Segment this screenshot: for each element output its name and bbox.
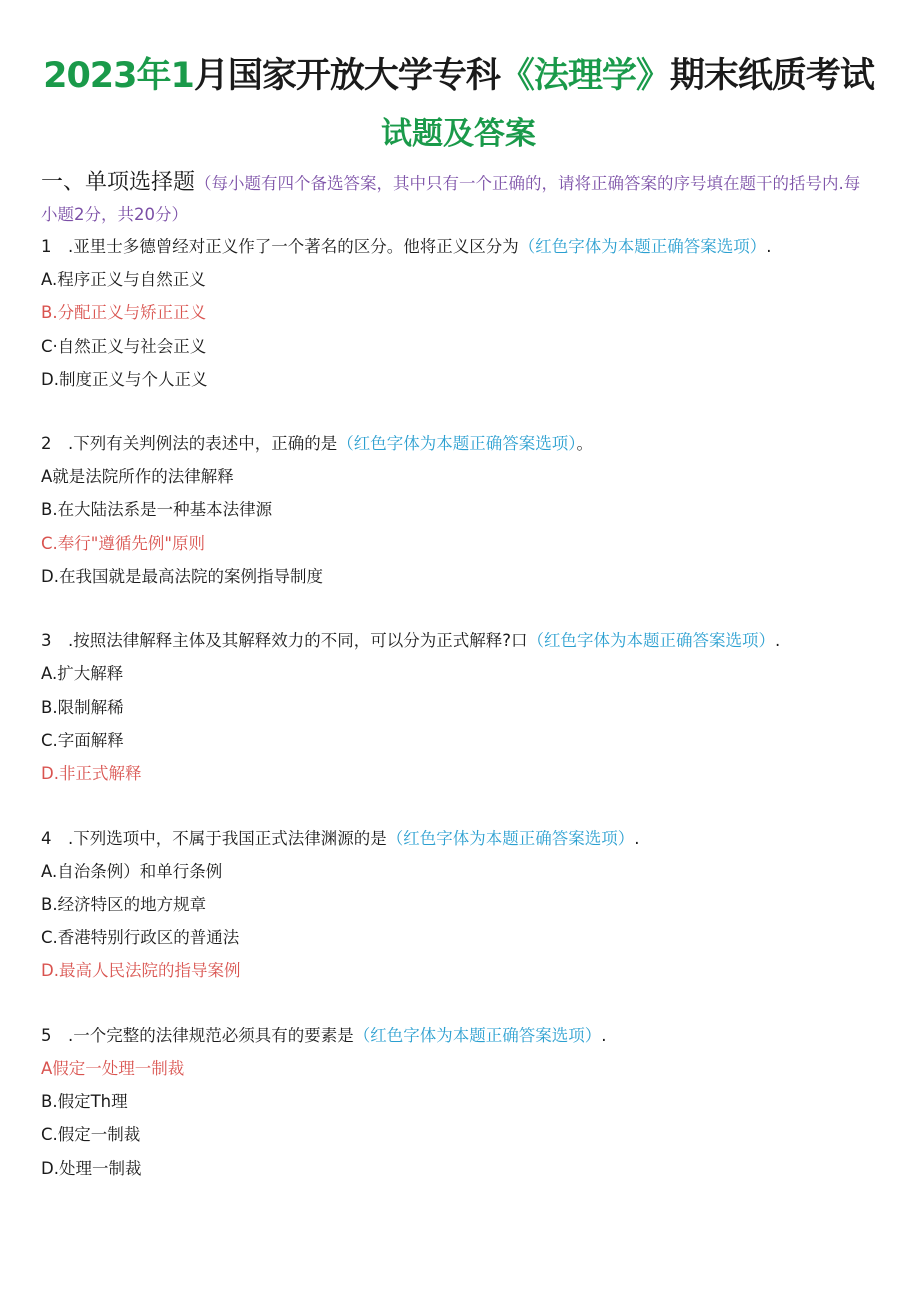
question-text: 5 .一个完整的法律规范必须具有的要素是: [41, 1025, 354, 1045]
question-3: [41, 624, 876, 790]
question-5: [41, 1019, 876, 1185]
question-end-punctuation: .: [775, 631, 781, 651]
title-institution: 月国家开放大学专科: [193, 56, 500, 96]
question-list: [41, 230, 876, 1185]
question-text: 3 .按照法律解释主体及其解释效力的不同，可以分为正式解释?口: [41, 631, 528, 651]
option: A.程序正义与自然正义: [41, 270, 206, 289]
option: B.限制解稀: [41, 697, 124, 717]
question-spacer: [41, 791, 876, 822]
option-correct: C.奉行"遵循先例"原则: [41, 533, 205, 553]
question-end-punctuation: .: [601, 1025, 607, 1045]
answer-hint: （红色字体为本题正确答案选项）: [527, 631, 776, 651]
option-correct: D.最高人民法院的指导案例: [41, 961, 241, 981]
question-stem: [41, 822, 876, 855]
option: D.处理一制裁: [41, 1158, 142, 1178]
answer-hint: （红色字体为本题正确答案选项）: [337, 434, 577, 454]
section-instruction: （每小题有四个备选答案，其中只有一个正确的，请将正确答案的序号填在题干的括号内.每小题2分，共20分）: [41, 174, 861, 224]
question-stem: [41, 624, 876, 657]
option-correct: B.分配正义与矫正正义: [41, 303, 207, 323]
title-course: 《法理学》: [499, 56, 670, 96]
option: A.自治条例）和单行条例: [41, 861, 223, 881]
page-title: [41, 0, 876, 100]
section-heading: [41, 167, 876, 230]
page-subtitle: 试题及答案: [381, 116, 536, 152]
section-title: 一、单项选择题: [41, 170, 196, 195]
option: C.字面解释: [41, 730, 124, 750]
title-year: 2023年1: [43, 56, 194, 96]
question-spacer: [41, 396, 876, 427]
option: B.经济特区的地方规章: [41, 894, 207, 914]
question-text: 2 .下列有关判例法的表述中，正确的是: [41, 434, 338, 454]
question-stem: [41, 427, 876, 460]
question-4: [41, 822, 876, 988]
option-correct: A假定一处理一制裁: [41, 1058, 185, 1078]
option-correct: D.非正式解释: [41, 764, 142, 784]
question-spacer: [41, 988, 876, 1019]
option: A就是法院所作的法律解释: [41, 467, 234, 487]
question-end-punctuation: 。: [576, 434, 593, 454]
question-spacer: [41, 593, 876, 624]
question-end-punctuation: .: [766, 237, 772, 256]
question-end-punctuation: .: [634, 828, 640, 848]
option: B.假定Th理: [41, 1092, 128, 1112]
answer-hint: （红色字体为本题正确答案选项）: [386, 828, 635, 848]
answer-hint: （红色字体为本题正确答案选项）: [353, 1025, 602, 1045]
option: D.在我国就是最高法院的案例指导制度: [41, 567, 323, 587]
title-exam-type: 期末纸质考试: [669, 56, 874, 96]
question-stem: [41, 1019, 876, 1052]
question-1: [41, 230, 876, 396]
option: C·自然正义与社会正义: [41, 336, 207, 356]
option: A.扩大解释: [41, 664, 124, 684]
question-text: 4 .下列选项中，不属于我国正式法律渊源的是: [41, 828, 387, 848]
option: D.制度正义与个人正义: [41, 369, 208, 389]
option: C.假定一制裁: [41, 1125, 141, 1145]
question-text: 1 .亚里士多德曾经对正义作了一个著名的区分。他将正义区分为: [41, 237, 519, 256]
option: C.香港特别行政区的普通法: [41, 928, 240, 948]
question-2: [41, 427, 876, 593]
question-stem: [41, 230, 876, 263]
answer-hint: （红色字体为本题正确答案选项）: [518, 237, 767, 256]
option: B.在大陆法系是一种基本法律源: [41, 500, 273, 520]
